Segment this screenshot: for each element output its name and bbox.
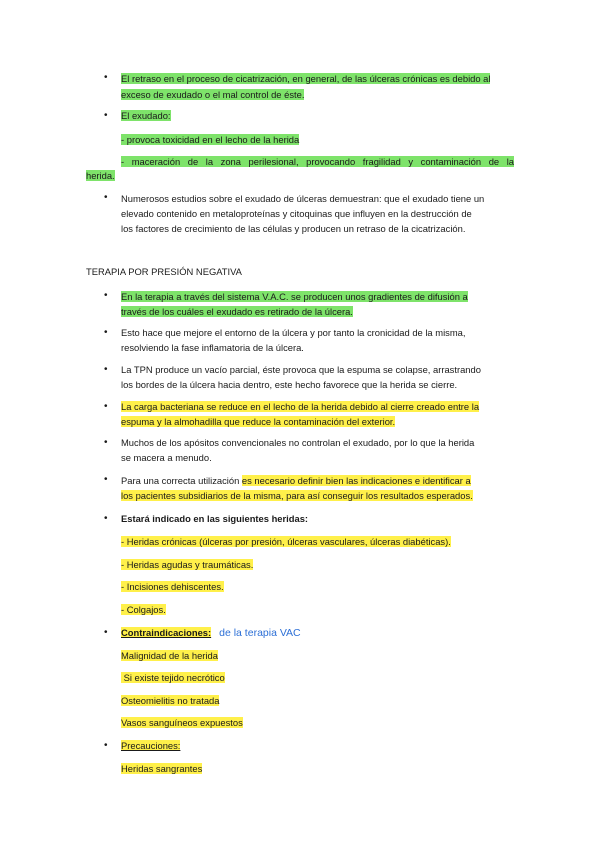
list-item bbox=[121, 672, 225, 684]
list-title-line bbox=[121, 740, 180, 752]
list-item bbox=[121, 763, 202, 775]
highlighted-text: En la terapia a través del sistema V.A.C. se producen unos gradientes de difusión a bbox=[121, 291, 468, 302]
paragraph-line bbox=[121, 110, 171, 122]
highlighted-text: Precauciones: bbox=[121, 740, 181, 751]
highlighted-text: Osteomielitis no tratada bbox=[121, 695, 220, 706]
highlighted-text: través de los cuáles el exudado es retirado de la úlcera. bbox=[121, 306, 353, 317]
paragraph-line: Esto hace que mejore el entorno de la úlcera y por tanto la cronicidad de la misma, bbox=[121, 327, 466, 338]
highlighted-text: espuma y la almohadilla que reduce la contaminación del exterior. bbox=[121, 416, 396, 427]
list-item bbox=[121, 695, 219, 707]
paragraph-line bbox=[121, 73, 490, 85]
bullet-icon: • bbox=[104, 110, 108, 121]
list-item bbox=[121, 650, 218, 662]
highlighted-text: El exudado: bbox=[121, 110, 171, 121]
paragraph-line bbox=[121, 134, 299, 146]
paragraph-line bbox=[121, 156, 514, 168]
highlighted-text: - Incisiones dehiscentes. bbox=[121, 581, 224, 592]
highlighted-text: - Heridas crónicas (úlceras por presión, úlceras vasculares, úlceras diabéticas). bbox=[121, 536, 451, 547]
bullet-icon: • bbox=[104, 513, 108, 524]
highlighted-text: - Colgajos. bbox=[121, 604, 166, 615]
paragraph-line: La TPN produce un vacío parcial, éste provoca que la espuma se colapse, arrastrando bbox=[121, 364, 481, 375]
paragraph-line bbox=[121, 401, 479, 413]
list-title-line bbox=[121, 627, 301, 639]
highlighted-text: los pacientes bbox=[121, 490, 179, 501]
list-item bbox=[121, 581, 224, 593]
highlighted-text: subsidiarios de la misma, para así conseguir los resultados esperados. bbox=[178, 490, 473, 501]
highlighted-text: El retraso en el proceso de cicatrización, en general, de las úlceras crónicas es debido al bbox=[121, 73, 491, 84]
highlighted-text: herida. bbox=[86, 170, 115, 181]
bullet-icon: • bbox=[104, 474, 108, 485]
list-title: Estará indicado en las siguientes heridas: bbox=[121, 513, 309, 524]
blue-note: de la terapia VAC bbox=[219, 627, 301, 639]
list-item bbox=[121, 559, 253, 571]
highlighted-text: - Heridas agudas y traumáticas. bbox=[121, 559, 254, 570]
paragraph-line: elevado contenido en metaloproteínas y citoquinas que influyen en la destrucción de bbox=[121, 208, 472, 219]
bullet-icon: • bbox=[104, 72, 108, 83]
list-item bbox=[121, 536, 451, 548]
bullet-icon: • bbox=[104, 290, 108, 301]
list-item bbox=[121, 604, 166, 616]
highlighted-text: Contraindicaciones: bbox=[121, 627, 212, 638]
list-item bbox=[121, 717, 243, 729]
paragraph-line: los factores de crecimiento de las células y producen un retraso de la cicatrización. bbox=[121, 223, 466, 234]
bullet-icon: • bbox=[104, 627, 108, 638]
paragraph-line: se macera a menudo. bbox=[121, 452, 212, 463]
bullet-icon: • bbox=[104, 437, 108, 448]
highlighted-text: es necesario definir bien las indicaciones e identificar a bbox=[241, 475, 471, 486]
paragraph-line bbox=[121, 291, 468, 303]
highlighted-text: exceso de exudado o el mal control de éste. bbox=[121, 89, 305, 100]
bullet-icon: • bbox=[104, 740, 108, 751]
paragraph-line bbox=[121, 416, 395, 428]
bullet-icon: • bbox=[104, 401, 108, 412]
paragraph-line bbox=[86, 170, 115, 182]
plain-text: Para una correcta utilización bbox=[121, 475, 242, 486]
highlighted-text: La carga bacteriana se reduce en el lecho de la herida debido al cierre creado entre la bbox=[121, 401, 480, 412]
paragraph-line bbox=[121, 306, 353, 318]
highlighted-text: Vasos sanguíneos expuestos bbox=[121, 717, 243, 728]
paragraph-line: resolviendo la fase inflamatoria de la úlcera. bbox=[121, 342, 304, 353]
bullet-icon: • bbox=[104, 192, 108, 203]
section-heading: TERAPIA POR PRESIÓN NEGATIVA bbox=[86, 266, 242, 277]
paragraph-line bbox=[121, 89, 304, 101]
paragraph-line: Numerosos estudios sobre el exudado de úlceras demuestran: que el exudado tiene un bbox=[121, 193, 485, 204]
paragraph-line bbox=[121, 475, 471, 487]
highlighted-text: Malignidad de la herida bbox=[121, 650, 218, 661]
paragraph-line: los bordes de la úlcera hacia dentro, este hecho favorece que la herida se cierre. bbox=[121, 379, 458, 390]
bullet-icon: • bbox=[104, 364, 108, 375]
bullet-icon: • bbox=[104, 327, 108, 338]
paragraph-line bbox=[121, 490, 473, 502]
highlighted-text: Si existe tejido necrótico bbox=[121, 672, 225, 683]
paragraph-line: Muchos de los apósitos convencionales no controlan el exudado, por lo que la herida bbox=[121, 437, 475, 448]
highlighted-text: - provoca toxicidad en el lecho de la herida bbox=[121, 134, 300, 145]
highlighted-text: Heridas sangrantes bbox=[121, 763, 203, 774]
highlighted-text: - maceración de la zona perilesional, provocando fragilidad y contaminación de la bbox=[121, 156, 514, 167]
